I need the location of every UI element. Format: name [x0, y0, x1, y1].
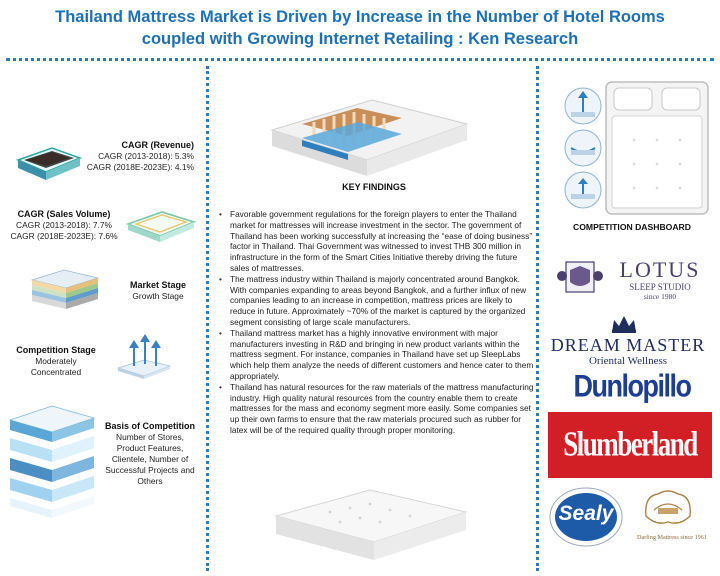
- lotus-crest-icon: [556, 256, 604, 301]
- feature-icons: [562, 84, 604, 219]
- lotus-sub: SLEEP STUDIO: [629, 282, 691, 292]
- finding-item: • Favorable government regulations for the foreign players to enter the Thailand market for mattresses will increase investment in the sector. The government of Thailand has been working successfully at increasing the “ease of doing business” factor in Thailand. Thai Government was witnessed to invest THB 300 million in infrastructure in the form of the Smart Cities Initiative thereby driving the future sales of mattresses.: [218, 209, 536, 274]
- cagr-revenue-block: [80, 140, 194, 173]
- market-stage-value: Growth Stage: [132, 291, 184, 301]
- cagr-revenue-line2: CAGR (2018E-2023E): 4.1%: [86, 162, 194, 172]
- market-stage-block: [116, 280, 200, 302]
- page-title: [0, 6, 720, 50]
- basis-line1: Number of Stores,: [116, 432, 184, 442]
- dreammaster-logo: [542, 335, 714, 367]
- header-divider: [6, 58, 714, 61]
- slumberland-logo: Slumberland: [563, 424, 697, 464]
- lotus-logo: [604, 258, 716, 301]
- column-divider-right: [536, 66, 539, 571]
- basis-line2: Product Features,: [116, 443, 184, 453]
- dunlopillo-logo: Dunlopillo: [573, 368, 691, 404]
- competition-dashboard-title: COMPETITION DASHBOARD: [573, 222, 691, 232]
- layers-icon: [28, 266, 102, 321]
- bed-topview-image: [604, 80, 710, 221]
- darling-logo: Darling Mattress since 1961: [637, 534, 707, 541]
- lotus-name: LOTUS: [619, 257, 701, 282]
- cagr-volume-block: [8, 209, 120, 242]
- sealy-logo: Sealy: [558, 502, 614, 525]
- cagr-volume-line2: CAGR (2018E-2023E): 7.6%: [10, 231, 118, 241]
- mattress-frame-icon: [124, 206, 198, 251]
- competition-stage-heading: Competition Stage: [16, 345, 96, 355]
- column-divider-left: [206, 66, 209, 571]
- dreammaster-sub: Oriental Wellness: [588, 355, 668, 367]
- key-findings-list: [218, 209, 536, 436]
- competition-stage-line1: Moderately: [35, 356, 77, 366]
- basis-line3: Clientele, Number of: [111, 454, 189, 464]
- basis-block: [96, 421, 204, 487]
- competition-stage-block: [6, 345, 106, 378]
- key-findings-title: KEY FINDINGS: [342, 182, 406, 192]
- cagr-volume-heading: CAGR (Sales Volume): [17, 209, 111, 219]
- finding-item: • Thailand has natural resources for the raw materials of the mattress manufacturing industry. High quality natural resources from the country enable them to create mattresses for the mass and economy segment more easily. Some companies set up their own farms to ensure that the raw materials procured such as rubber for latex will be of the required quality through proper monitoring.: [218, 382, 536, 436]
- finding-item: • Thailand mattress market has a highly innovative environment with major manufacturers investing in R&D and bringing in new product variants within the mattress segment. For instance, companies in Thailand have set up SleepLabs which help them analyze the needs of different customers and hence cater to them appropriately.: [218, 328, 536, 382]
- lotus-since: since 1980: [643, 292, 677, 301]
- basis-line5: Others: [137, 476, 163, 486]
- mattress-image: [270, 480, 470, 573]
- cagr-volume-line1: CAGR (2013-2018): 7.7%: [16, 220, 112, 230]
- competition-stage-line2: Concentrated: [30, 367, 82, 377]
- market-stage-heading: Market Stage: [129, 280, 187, 290]
- dreammaster-name: DREAM MASTER: [550, 335, 706, 355]
- finding-item: • The mattress industry within Thailand is majorly concentrated around Bangkok. With companies expanding to areas beyond Bangkok, and a further influx of new companies leading to an increase in competition, mattress prices are likely to reduce in future. Approximately ~70% of the market is captured by the organized segment consisting of large scale manufacturers.: [218, 274, 536, 328]
- cagr-revenue-heading: CAGR (Revenue): [121, 140, 194, 150]
- title-line-2: coupled with Growing Internet Retailing : Ken Research: [141, 30, 579, 48]
- mattress-icon: [12, 140, 84, 189]
- stacked-mattress-icon: [6, 402, 98, 525]
- cagr-revenue-line1: CAGR (2013-2018): 5.3%: [98, 151, 194, 161]
- basis-line4: Successful Projects and: [105, 465, 195, 475]
- ventilation-arrows-icon: [114, 332, 174, 387]
- basis-heading: Basis of Competition: [104, 421, 195, 431]
- mattress-cutaway-image: [262, 80, 472, 185]
- title-line-1: Thailand Mattress Market is Driven by Increase in the Number of Hotel Rooms: [55, 8, 665, 26]
- darling-crest-icon: [640, 486, 696, 537]
